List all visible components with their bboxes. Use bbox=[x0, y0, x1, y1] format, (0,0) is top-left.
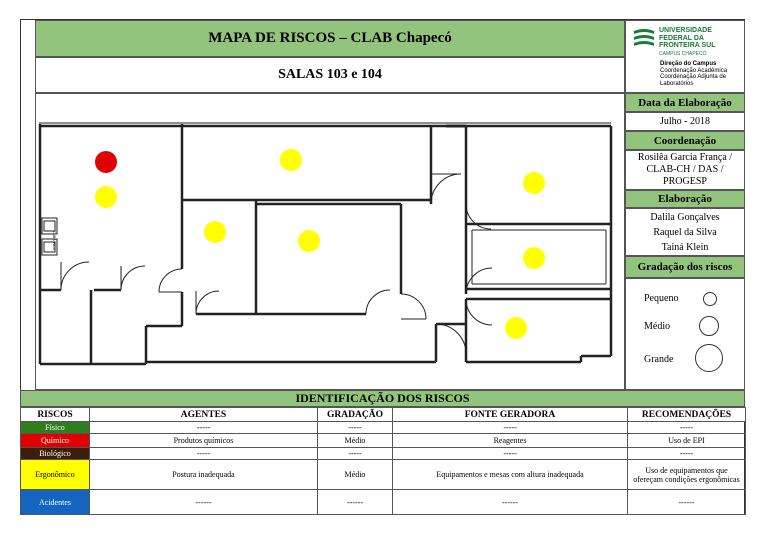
grad-medium-circle bbox=[699, 316, 719, 336]
risk-markers bbox=[95, 149, 545, 339]
coordination-value: Rosilêa Garcia França / CLAB-CH / DAS / PROGESP bbox=[625, 150, 745, 190]
grade-cell: Médio bbox=[318, 460, 393, 490]
risk-biological: Biológico bbox=[21, 448, 90, 460]
floor-plan-drawing bbox=[36, 94, 626, 391]
col-header-gradation: GRADAÇÃO bbox=[318, 408, 393, 422]
author-name: Raquel da Silva bbox=[653, 226, 717, 238]
grade-cell: ----- bbox=[318, 448, 393, 460]
source-cell: Equipamentos e mesas com altura inadequada bbox=[393, 460, 628, 490]
risk-marker-ergonomic bbox=[95, 186, 117, 208]
col-header-agents: AGENTES bbox=[90, 408, 318, 422]
coordination-header: Coordenação bbox=[625, 131, 745, 150]
table-header-row bbox=[21, 408, 746, 422]
risk-marker-ergonomic bbox=[280, 149, 302, 171]
table-row bbox=[21, 448, 746, 460]
agent-cell: Produtos químicos bbox=[90, 434, 318, 448]
sink-label: CUBA INOX bbox=[52, 231, 56, 251]
grad-large-label: Grande bbox=[644, 354, 674, 365]
gradation-header: Gradação dos riscos bbox=[625, 256, 745, 278]
date-header: Data da Elaboração bbox=[625, 93, 745, 112]
logo-departments: Direção do Campus Coordenação Acadêmica Coordenação Adjunta de Laboratórios bbox=[660, 61, 728, 87]
table-row bbox=[21, 460, 746, 490]
col-header-recommendations: RECOMENDAÇÕES bbox=[628, 408, 746, 422]
grade-cell: ----- bbox=[318, 422, 393, 434]
table-row bbox=[21, 434, 746, 448]
recommendation-cell: ------ bbox=[628, 490, 746, 515]
risk-table-title: IDENTIFICAÇÃO DOS RISCOS bbox=[20, 390, 745, 407]
risk-marker-ergonomic bbox=[298, 230, 320, 252]
logo-wordmark: UNIVERSIDADE FEDERAL DA FRONTEIRA SUL bbox=[659, 27, 716, 49]
recommendation-cell: ----- bbox=[628, 448, 746, 460]
risk-chemical: Químico bbox=[21, 434, 90, 448]
source-cell: Reagentes bbox=[393, 434, 628, 448]
university-logo bbox=[625, 20, 745, 93]
source-cell: ------ bbox=[393, 490, 628, 515]
gradation-legend bbox=[625, 278, 745, 390]
elaboration-value bbox=[625, 208, 745, 256]
risk-physical: Físico bbox=[21, 422, 90, 434]
table-row bbox=[21, 422, 746, 434]
grade-cell: Médio bbox=[318, 434, 393, 448]
elaboration-header: Elaboração bbox=[625, 190, 745, 208]
author-name: Tainá Klein bbox=[661, 241, 709, 253]
page-subtitle: SALAS 103 e 104 bbox=[35, 57, 625, 93]
risk-marker-ergonomic bbox=[204, 221, 226, 243]
uffs-logo-icon bbox=[632, 27, 656, 49]
grad-small-circle bbox=[703, 292, 717, 306]
recommendation-cell: ----- bbox=[628, 422, 746, 434]
grad-large-circle bbox=[695, 344, 723, 372]
risk-marker-ergonomic bbox=[505, 317, 527, 339]
risk-marker-chemical bbox=[95, 151, 117, 173]
table-row bbox=[21, 490, 746, 515]
risk-marker-ergonomic bbox=[523, 172, 545, 194]
grad-small-label: Pequeno bbox=[644, 293, 679, 304]
page-title: MAPA DE RISCOS – CLAB Chapecó bbox=[35, 20, 625, 57]
recommendation-cell: Uso de equipamentos que ofereçam condições ergonômicas bbox=[628, 460, 746, 490]
agent-cell: ------ bbox=[90, 490, 318, 515]
agent-cell: ----- bbox=[90, 422, 318, 434]
source-cell: ----- bbox=[393, 448, 628, 460]
col-header-source: FONTE GERADORA bbox=[393, 408, 628, 422]
grad-medium-label: Médio bbox=[644, 321, 671, 332]
agent-cell: ----- bbox=[90, 448, 318, 460]
risk-ergonomic: Ergonômico bbox=[21, 460, 90, 490]
risk-table bbox=[20, 407, 746, 515]
logo-campus: CAMPUS CHAPECÓ bbox=[659, 51, 707, 57]
date-value: Julho - 2018 bbox=[625, 112, 745, 131]
col-header-risks: RISCOS bbox=[21, 408, 90, 422]
grade-cell: ------ bbox=[318, 490, 393, 515]
risk-accidents: Acidentes bbox=[21, 490, 90, 515]
author-name: Dalila Gonçalves bbox=[650, 211, 720, 223]
agent-cell: Postura inadequada bbox=[90, 460, 318, 490]
risk-marker-ergonomic bbox=[523, 247, 545, 269]
floor-plan bbox=[35, 93, 625, 390]
recommendation-cell: Uso de EPI bbox=[628, 434, 746, 448]
source-cell: ----- bbox=[393, 422, 628, 434]
